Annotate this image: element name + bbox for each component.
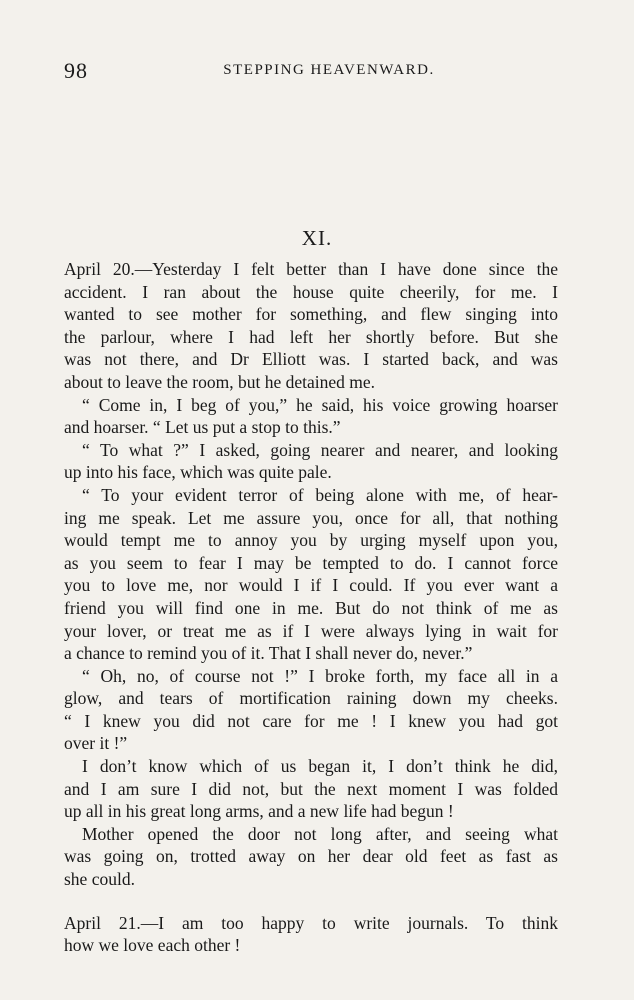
text-line: the parlour, where I had left her shortly before. But she (64, 326, 558, 347)
text-line: up all in his great long arms, and a new life had begun ! (64, 801, 454, 822)
body-text (64, 258, 558, 957)
chapter-heading: XI. (301, 226, 333, 250)
page-number: 98 (64, 58, 88, 83)
page-header (64, 58, 564, 86)
text-line: about to leave the room, but he detained me. (64, 371, 376, 392)
text-line: I don’t know which of us began it, I don’t think he did, (82, 756, 558, 777)
text-line: your lover, or treat me as if I were always lying in wait for (64, 620, 558, 641)
text-line: she could. (64, 869, 135, 890)
text-line: and hoarser. “ Let us put a stop to this.” (64, 417, 341, 438)
text-line: would tempt me to annoy you by urging myself upon you, (64, 530, 558, 551)
text-line: April 20.—Yesterday I felt better than I have done since the (64, 259, 558, 279)
running-head: STEPPING HEAVENWARD. (223, 62, 435, 78)
text-line: accident. I ran about the house quite cheerily, for me. I (64, 281, 558, 302)
text-line: April 21.—I am too happy to write journals. To think (64, 912, 558, 933)
text-line: as you seem to fear I may be tempted to do. I cannot force (64, 552, 558, 573)
section-gap (64, 891, 558, 912)
text-line: and I am sure I did not, but the next moment I was folded (64, 778, 558, 799)
text-line: friend you will find one in me. But do not think of me as (64, 597, 558, 618)
text-line: ing me speak. Let me assure you, once for all, that nothing (64, 507, 558, 528)
text-line: over it !” (64, 733, 128, 754)
text-line: up into his face, which was quite pale. (64, 462, 332, 483)
text-line: “ I knew you did not care for me ! I knew you had got (64, 710, 558, 731)
text-line: Mother opened the door not long after, and seeing what (82, 823, 558, 844)
text-line: was not there, and Dr Elliott was. I started back, and was (64, 349, 558, 370)
text-line: “ Oh, no, of course not !” I broke forth, my face all in a (82, 665, 558, 686)
text-line: “ To your evident terror of being alone with me, of hear- (82, 484, 558, 505)
text-line: how we love each other ! (64, 935, 241, 956)
text-line: wanted to see mother for something, and flew singing into (64, 304, 558, 325)
text-line: glow, and tears of mortification raining down my cheeks. (64, 688, 558, 709)
text-line: a chance to remind you of it. That I shall never do, never.” (64, 643, 473, 664)
text-line: you to love me, nor would I if I could. If you ever want a (64, 575, 558, 596)
text-line: “ Come in, I beg of you,” he said, his voice growing hoarser (82, 394, 558, 415)
text-line: “ To what ?” I asked, going nearer and nearer, and looking (82, 439, 558, 460)
text-line: was going on, trotted away on her dear old feet as fast as (64, 846, 558, 867)
